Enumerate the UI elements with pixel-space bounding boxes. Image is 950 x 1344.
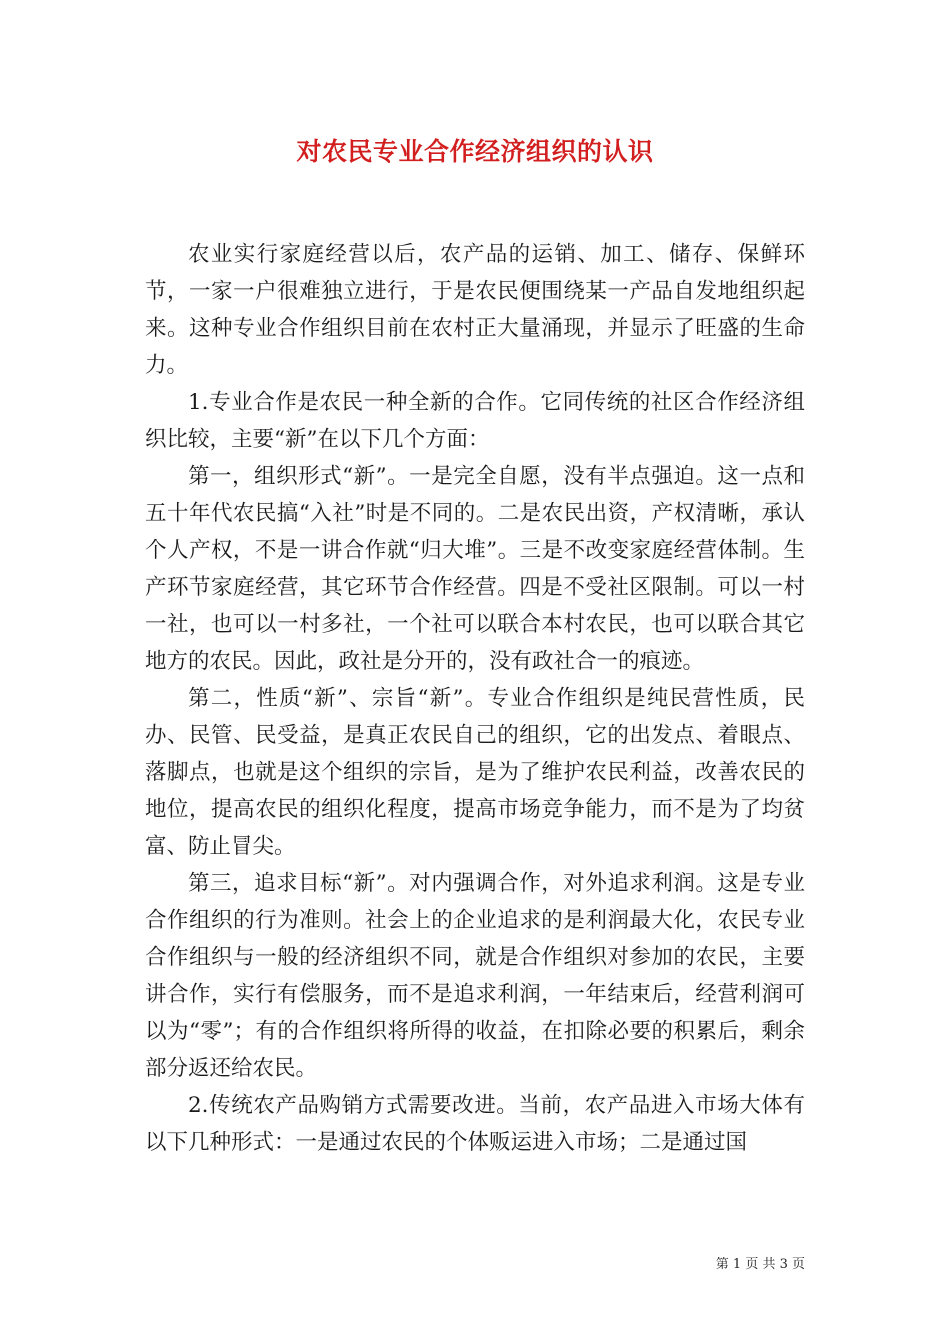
paragraph-first-point: 第一，组织形式“新”。一是完全自愿，没有半点强迫。这一点和五十年代农民搞“入社”时是不同的。二是农民出资，产权清晰，承认个人产权，不是一讲合作就“归大堆”。三是不改变家庭经营体制。生产环节家庭经营，其它环节合作经营。四是不受社区限制。可以一村一社，也可以一村多社，一个社可以联合本村农民，也可以联合其它地方的农民。因此，政社是分开的，没有政社合一的痕迹。 <box>145 464 805 674</box>
page-number: 第 1 页 共 3 页 <box>715 1257 805 1272</box>
paragraph-section-2: 2.传统农产品购销方式需要改进。当前，农产品进入市场大体有以下几种形式：一是通过农民的个体贩运进入市场；二是通过国 <box>145 1093 805 1155</box>
paragraph-intro: 农业实行家庭经营以后，农产品的运销、加工、储存、保鲜环节，一家一户很难独立进行，于是农民便围绕某一产品自发地组织起来。这种专业合作组织目前在农村正大量涌现，并显示了旺盛的生命力。 <box>145 242 805 378</box>
paragraph-section-1: 1.专业合作是农民一种全新的合作。它同传统的社区合作经济组织比较，主要“新”在以下几个方面： <box>145 390 805 452</box>
document-body <box>145 236 805 1161</box>
document-title: 对农民专业合作经济组织的认识 <box>296 137 654 166</box>
paragraph-second-point: 第二，性质“新”、宗旨“新”。专业合作组织是纯民营性质，民办、民管、民受益，是真正农民自己的组织，它的出发点、着眼点、落脚点，也就是这个组织的宗旨，是为了维护农民利益，改善农民的地位，提高农民的组织化程度，提高市场竞争能力，而不是为了均贫富、防止冒尖。 <box>145 686 805 859</box>
paragraph-third-point: 第三，追求目标“新”。对内强调合作，对外追求利润。这是专业合作组织的行为准则。社会上的企业追求的是利润最大化，农民专业合作组织与一般的经济组织不同，就是合作组织对参加的农民，主要讲合作，实行有偿服务，而不是追求利润，一年结束后，经营利润可以为“零”；有的合作组织将所得的收益，在扣除必要的积累后，剩余部分返还给农民。 <box>145 871 805 1081</box>
